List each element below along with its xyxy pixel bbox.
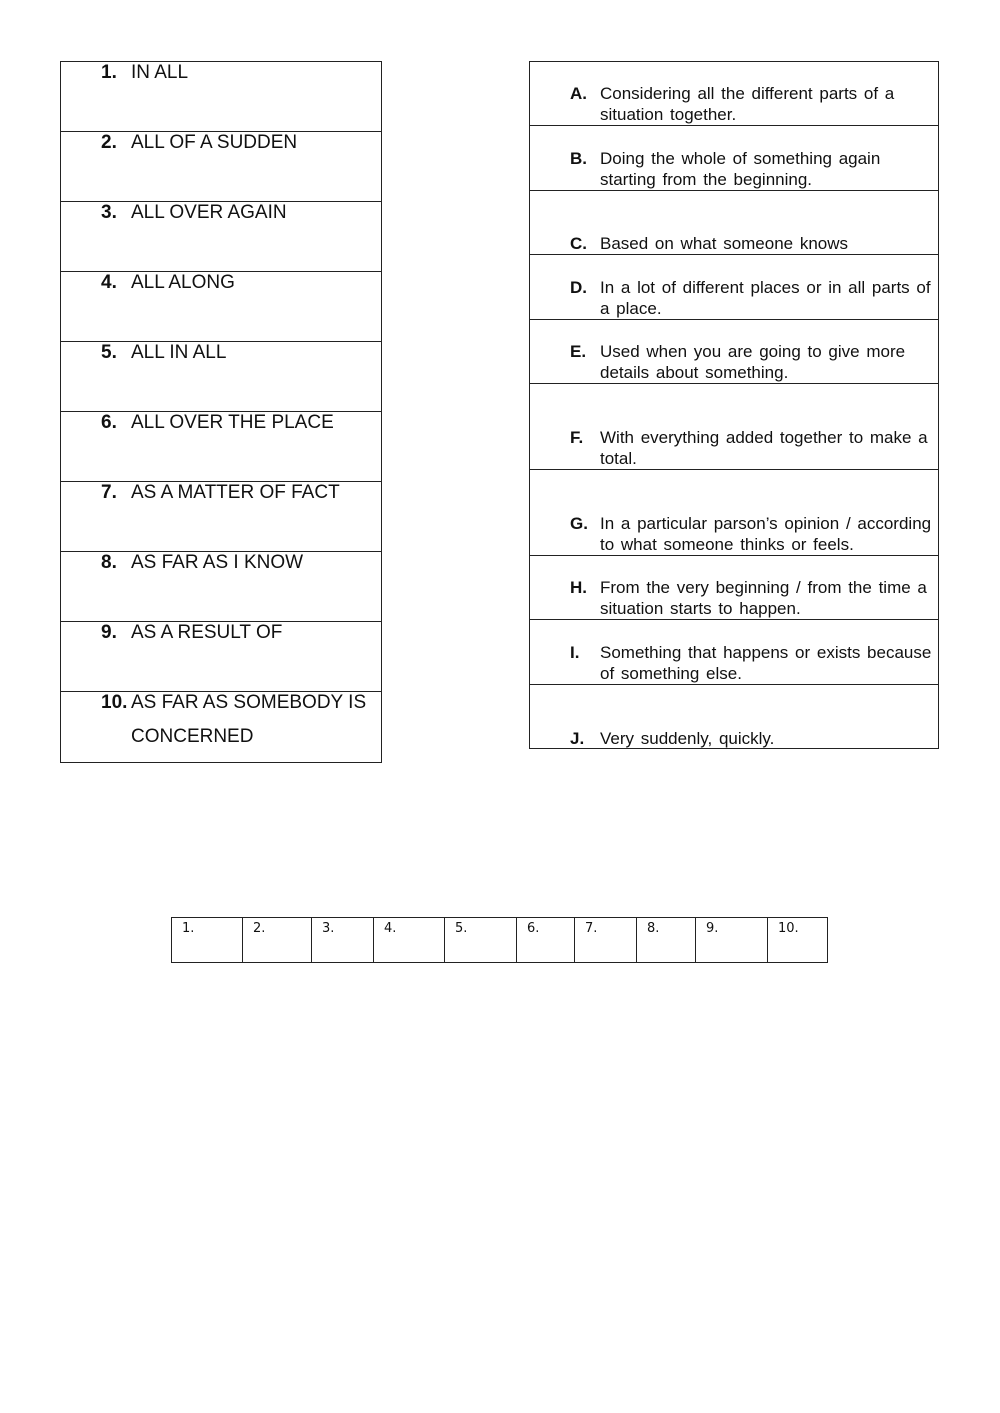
definition-letter: H. bbox=[570, 578, 587, 597]
phrase-number: 5. bbox=[101, 342, 117, 363]
definition-row bbox=[530, 255, 938, 320]
answer-cell[interactable] bbox=[312, 918, 374, 962]
answer-cell[interactable] bbox=[696, 918, 768, 962]
answer-cell[interactable] bbox=[637, 918, 696, 962]
answer-label: 4. bbox=[384, 921, 397, 936]
definition-row bbox=[530, 556, 938, 620]
definition-row bbox=[530, 320, 938, 384]
phrase-row bbox=[61, 132, 381, 202]
definition-row bbox=[530, 685, 938, 748]
phrase-text: ALL ALONG bbox=[131, 272, 235, 293]
definition-row bbox=[530, 384, 938, 470]
answer-label: 6. bbox=[527, 921, 540, 936]
phrase-number: 6. bbox=[101, 412, 117, 433]
answer-label: 5. bbox=[455, 921, 468, 936]
definition-text: In a lot of different places or in all parts of a place. bbox=[600, 278, 931, 318]
definition-letter: B. bbox=[570, 149, 587, 168]
definition-text: Used when you are going to give more details about something. bbox=[600, 342, 906, 382]
answer-label: 2. bbox=[253, 921, 266, 936]
definition-text: Doing the whole of something again starting from the beginning. bbox=[600, 149, 881, 189]
definition-text: With everything added together to make a total. bbox=[600, 428, 928, 468]
phrase-text: ALL OVER THE PLACE bbox=[131, 412, 334, 433]
phrase-text: ALL OF A SUDDEN bbox=[131, 132, 298, 153]
phrase-row bbox=[61, 622, 381, 692]
definition-text: From the very beginning / from the time a situation starts to happen. bbox=[600, 578, 927, 618]
definition-text: In a particular parson’s opinion / according to what someone thinks or feels. bbox=[600, 514, 932, 554]
definition-row bbox=[530, 470, 938, 556]
answer-cell[interactable] bbox=[445, 918, 517, 962]
phrase-text: AS A MATTER OF FACT bbox=[131, 482, 340, 503]
phrase-number: 1. bbox=[101, 62, 117, 83]
phrase-row bbox=[61, 482, 381, 552]
phrases-table bbox=[60, 61, 382, 763]
definition-text: Something that happens or exists because of something else. bbox=[600, 643, 932, 683]
answer-cell[interactable] bbox=[172, 918, 243, 962]
answer-cell[interactable] bbox=[768, 918, 827, 962]
phrase-text: AS A RESULT OF bbox=[131, 622, 283, 643]
phrase-row bbox=[61, 692, 381, 762]
definition-letter: C. bbox=[570, 234, 587, 253]
answer-cell[interactable] bbox=[575, 918, 637, 962]
phrase-text: AS FAR AS I KNOW bbox=[131, 552, 304, 573]
definition-text: Based on what someone knows bbox=[600, 234, 849, 253]
answer-cell[interactable] bbox=[517, 918, 575, 962]
phrase-text: ALL OVER AGAIN bbox=[131, 202, 287, 223]
phrase-row bbox=[61, 62, 381, 132]
answer-cell[interactable] bbox=[374, 918, 445, 962]
answer-grid bbox=[171, 917, 828, 963]
definitions-table bbox=[529, 61, 939, 749]
phrase-row bbox=[61, 552, 381, 622]
phrase-row bbox=[61, 412, 381, 482]
phrase-text: IN ALL bbox=[131, 62, 189, 83]
phrase-number: 7. bbox=[101, 482, 117, 503]
phrase-number: 4. bbox=[101, 272, 117, 293]
answer-label: 3. bbox=[322, 921, 335, 936]
answer-label: 10. bbox=[778, 921, 799, 936]
definition-row bbox=[530, 62, 938, 126]
definition-text: Very suddenly, quickly. bbox=[600, 729, 775, 748]
phrase-text: ALL IN ALL bbox=[131, 342, 227, 363]
answer-label: 1. bbox=[182, 921, 195, 936]
definition-letter: G. bbox=[570, 514, 588, 533]
phrase-number: 9. bbox=[101, 622, 117, 643]
definition-letter: J. bbox=[570, 729, 585, 748]
phrase-number: 8. bbox=[101, 552, 117, 573]
definition-letter: E. bbox=[570, 342, 587, 361]
phrase-number: 10. bbox=[101, 692, 128, 713]
phrase-row bbox=[61, 202, 381, 272]
definition-row bbox=[530, 126, 938, 191]
answer-label: 9. bbox=[706, 921, 719, 936]
definition-row bbox=[530, 191, 938, 255]
answer-label: 8. bbox=[647, 921, 660, 936]
phrase-row bbox=[61, 272, 381, 342]
definition-letter: D. bbox=[570, 278, 587, 297]
phrase-number: 3. bbox=[101, 202, 117, 223]
phrase-number: 2. bbox=[101, 132, 117, 153]
definition-row bbox=[530, 620, 938, 685]
answer-cell[interactable] bbox=[243, 918, 312, 962]
phrase-row bbox=[61, 342, 381, 412]
definition-letter: I. bbox=[570, 643, 580, 662]
definition-text: Considering all the different parts of a situation together. bbox=[600, 84, 895, 124]
definition-letter: A. bbox=[570, 84, 587, 103]
definition-letter: F. bbox=[570, 428, 584, 447]
phrase-text: AS FAR AS SOMEBODY IS CONCERNED bbox=[131, 692, 367, 747]
answer-label: 7. bbox=[585, 921, 598, 936]
